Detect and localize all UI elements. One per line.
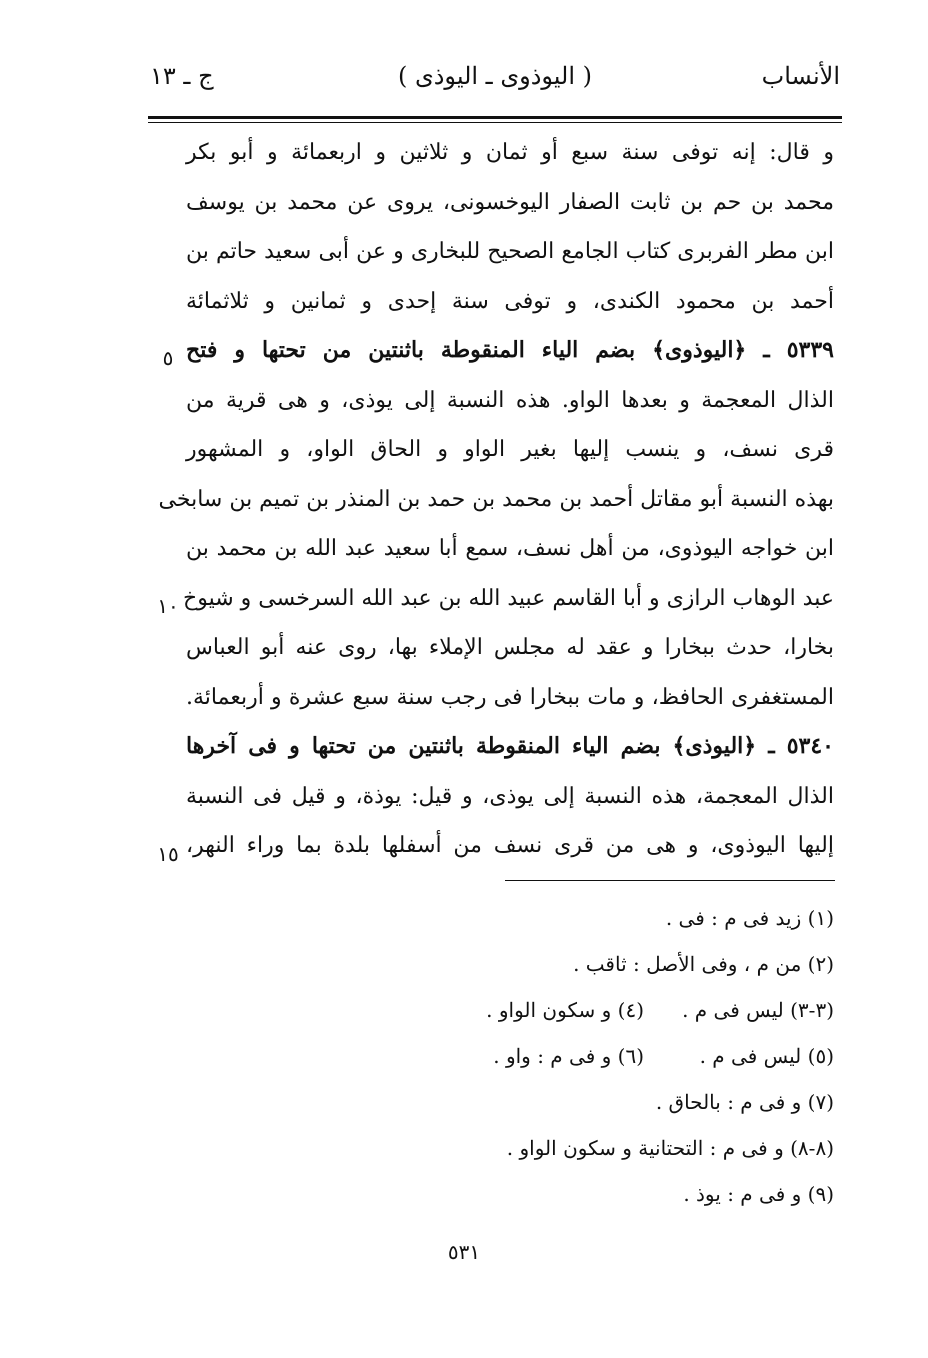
text-line: بهذه النسبة أبو مقاتل أحمد بن محمد بن حمد بن المنذر بن تميم بن سابخى bbox=[158, 486, 834, 512]
footnote-text: (٩) و فى م : يوذ . bbox=[683, 1182, 834, 1206]
header-rule-thin bbox=[148, 122, 842, 123]
footnote-text: (٢) من م ، وفى الأصل : ثاقب . bbox=[573, 952, 834, 976]
entry-5340-line: ٥٣٤٠ ـ ﴿اليوذى﴾ بضم الياء المنقوطة باثنتين من تحتها و فى آخرها bbox=[186, 733, 834, 759]
text-line: محمد بن حم بن ثابت الصفار اليوخسونى، يروى عن محمد بن يوسف bbox=[186, 189, 834, 215]
header-rule-thick bbox=[148, 116, 842, 119]
text-line: قرى نسف، و ينسب إليها بغير الواو و الحاق الواو، و المشهور bbox=[186, 437, 834, 462]
footnote-text: (٣-٣) ليس فى م . bbox=[682, 998, 834, 1022]
footnote bbox=[300, 1033, 834, 1079]
footnotes bbox=[300, 895, 834, 1217]
text-line: الذال المعجمة و بعدها الواو. هذه النسبة إلى يوذى، و هى قرية من bbox=[186, 387, 834, 413]
line-number-15: ١٥ bbox=[157, 842, 179, 866]
header-book-title: الأنساب bbox=[761, 62, 840, 90]
footnote bbox=[300, 1079, 834, 1125]
text-line: الذال المعجمة، هذه النسبة إلى يوذى، و قيل: يوذة، و قيل فى النسبة bbox=[186, 783, 834, 809]
footnote-text: (٥) ليس فى م . bbox=[699, 1044, 834, 1068]
text-line: المستغفرى الحافظ، و مات ببخارا فى رجب سنة سبع عشرة و أربعمائة. bbox=[186, 684, 834, 710]
header-volume: ج ـ ١٣ bbox=[150, 62, 214, 90]
page-number: ٥٣١ bbox=[447, 1240, 481, 1264]
footnote-text: (٧) و فى م : بالحاق . bbox=[655, 1090, 834, 1114]
footnote-text: (١) زيد فى م : فى . bbox=[665, 906, 834, 930]
text-line: عبد الوهاب الرازى و أبا القاسم عبيد الله بن عبد الله السرخسى و شيوخ bbox=[183, 585, 834, 611]
footnote-text: (٦) و فى م : واو . bbox=[493, 1044, 644, 1068]
header-entry-range: ( اليوذوى ـ اليوذى ) bbox=[397, 62, 593, 90]
text-line: أحمد بن محمود الكندى، و توفى سنة إحدى و ثمانين و ثلاثمائة bbox=[186, 288, 834, 314]
footnote bbox=[300, 987, 834, 1033]
footnote bbox=[300, 1171, 834, 1217]
footnote bbox=[300, 1125, 834, 1171]
text-line: إليها اليوذوى، و هى من قرى نسف من أسفلها بلدة بما وراء النهر، bbox=[186, 833, 834, 858]
footnote bbox=[300, 895, 834, 941]
text-line: بخارا، حدث ببخارا و عقد له مجلس الإملاء بها، روى عنه أبو العباس bbox=[186, 635, 834, 660]
line-number-10: ١٠ bbox=[157, 594, 179, 618]
text-line: ابن خواجه اليوذوى، من أهل نسف، سمع أبا سعيد عبد الله بن محمد بن bbox=[186, 536, 834, 561]
text-line: ابن مطر الفربرى كتاب الجامع الصحيح للبخارى و عن أبى سعيد حاتم بن bbox=[186, 239, 834, 264]
entry-5339-line: ٥٣٣٩ ـ ﴿اليوذوى﴾ بضم الياء المنقوطة باثنتين من تحتها و فتح bbox=[186, 337, 834, 363]
footnote bbox=[300, 941, 834, 987]
running-header bbox=[150, 62, 840, 102]
footnote-text: (٤) و سكون الواو . bbox=[486, 998, 644, 1022]
footnote-text: (٨-٨) و فى م : التحتانية و سكون الواو . bbox=[506, 1136, 834, 1160]
footnote-rule bbox=[505, 880, 835, 881]
line-number-5: ٥ bbox=[162, 346, 174, 370]
text-line: و قال: إنه توفى سنة سبع أو ثمان و ثلاثين و اربعمائة و أبو بكر bbox=[186, 140, 834, 165]
